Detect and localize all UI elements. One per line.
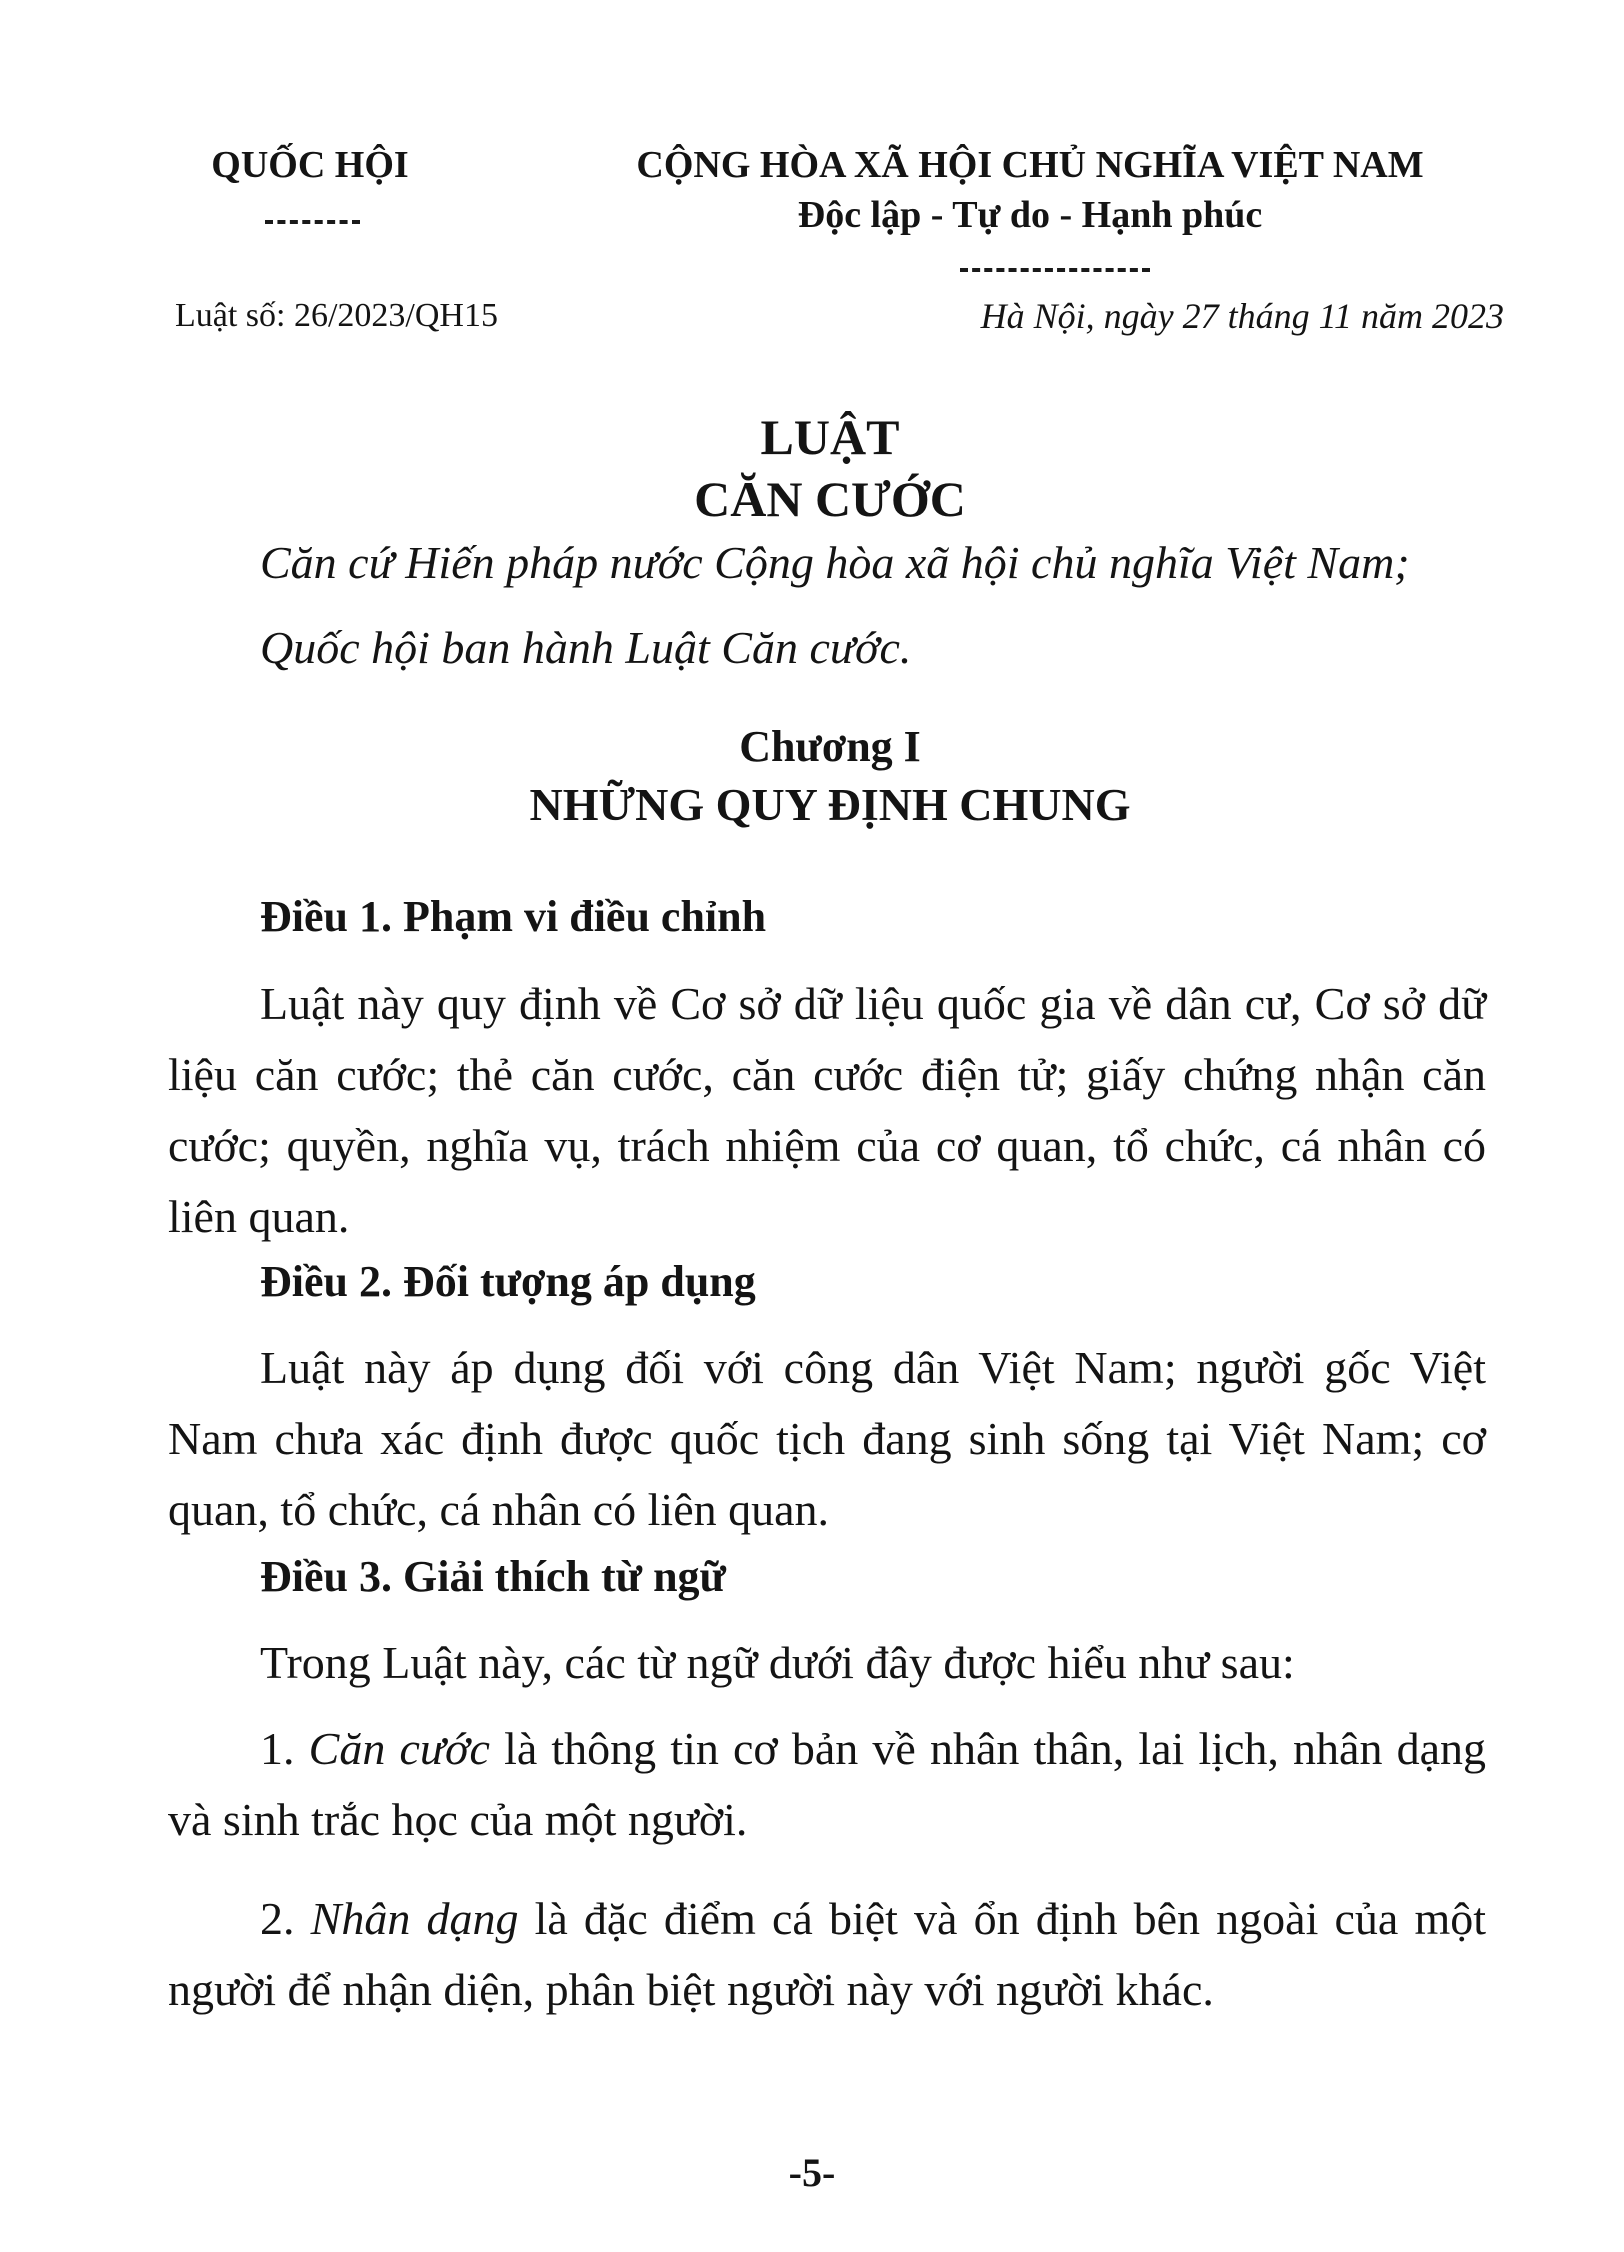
document-type: LUẬT: [760, 409, 900, 465]
article-2-body: Luật này áp dụng đối với công dân Việt Nam; người gốc Việt Nam chưa xác định được quốc tịch đang sinh sống tại Việt Nam; cơ quan, tổ chức, cá nhân có liên quan.: [168, 1342, 1486, 1535]
authority-divider: [265, 220, 360, 224]
article-1-body: Luật này quy định về Cơ sở dữ liệu quốc gia về dân cư, Cơ sở dữ liệu căn cước; thẻ căn cước, căn cước điện tử; giấy chứng nhận căn cước; quyền, nghĩa vụ, trách nhiệm của cơ quan, tổ chức, cá nhân có liên quan.: [168, 978, 1486, 1242]
definition-number: 2.: [260, 1893, 295, 1944]
definition-item: [168, 1883, 1486, 2025]
national-motto: Độc lập - Tự do - Hạnh phúc: [797, 194, 1263, 236]
national-title-block: [560, 140, 1500, 240]
page-number: -5-: [788, 2150, 836, 2195]
motto-divider: [960, 268, 1150, 272]
definition-item: [168, 1713, 1486, 1855]
article-1-heading: Điều 1. Phạm vi điều chỉnh: [260, 892, 767, 941]
definition-term: Nhân dạng: [310, 1893, 519, 1944]
chapter-title: Chương I: [739, 722, 921, 771]
definition-term: Căn cước: [308, 1723, 490, 1774]
preamble-basis: Căn cứ Hiến pháp nước Cộng hòa xã hội chủ nghĩa Việt Nam;: [260, 537, 1410, 588]
preamble-enactment: Quốc hội ban hành Luật Căn cước.: [260, 622, 912, 673]
issuing-authority: QUỐC HỘI: [211, 144, 409, 186]
law-name: CĂN CƯỚC: [694, 471, 966, 527]
definition-text: là thông tin cơ bản về nhân thân, lai lịch, nhân dạng và sinh trắc học của một người.: [168, 1723, 1487, 1845]
place-date: Hà Nội, ngày 27 tháng 11 năm 2023: [980, 296, 1504, 336]
article-2-heading: Điều 2. Đối tượng áp dụng: [260, 1257, 756, 1306]
definition-number: 1.: [260, 1723, 295, 1774]
article-3-intro: Trong Luật này, các từ ngữ dưới đây được hiểu như sau:: [260, 1637, 1295, 1688]
article-3-heading: Điều 3. Giải thích từ ngữ: [260, 1552, 726, 1601]
definition-text: là đặc điểm cá biệt và ổn định bên ngoài của một người để nhận diện, phân biệt người này với người khác.: [168, 1893, 1487, 2015]
chapter-name: NHỮNG QUY ĐỊNH CHUNG: [529, 779, 1131, 830]
law-number: Luật số: 26/2023/QH15: [175, 297, 498, 334]
country-name: CỘNG HÒA XÃ HỘI CHỦ NGHĨA VIỆT NAM: [636, 144, 1424, 186]
